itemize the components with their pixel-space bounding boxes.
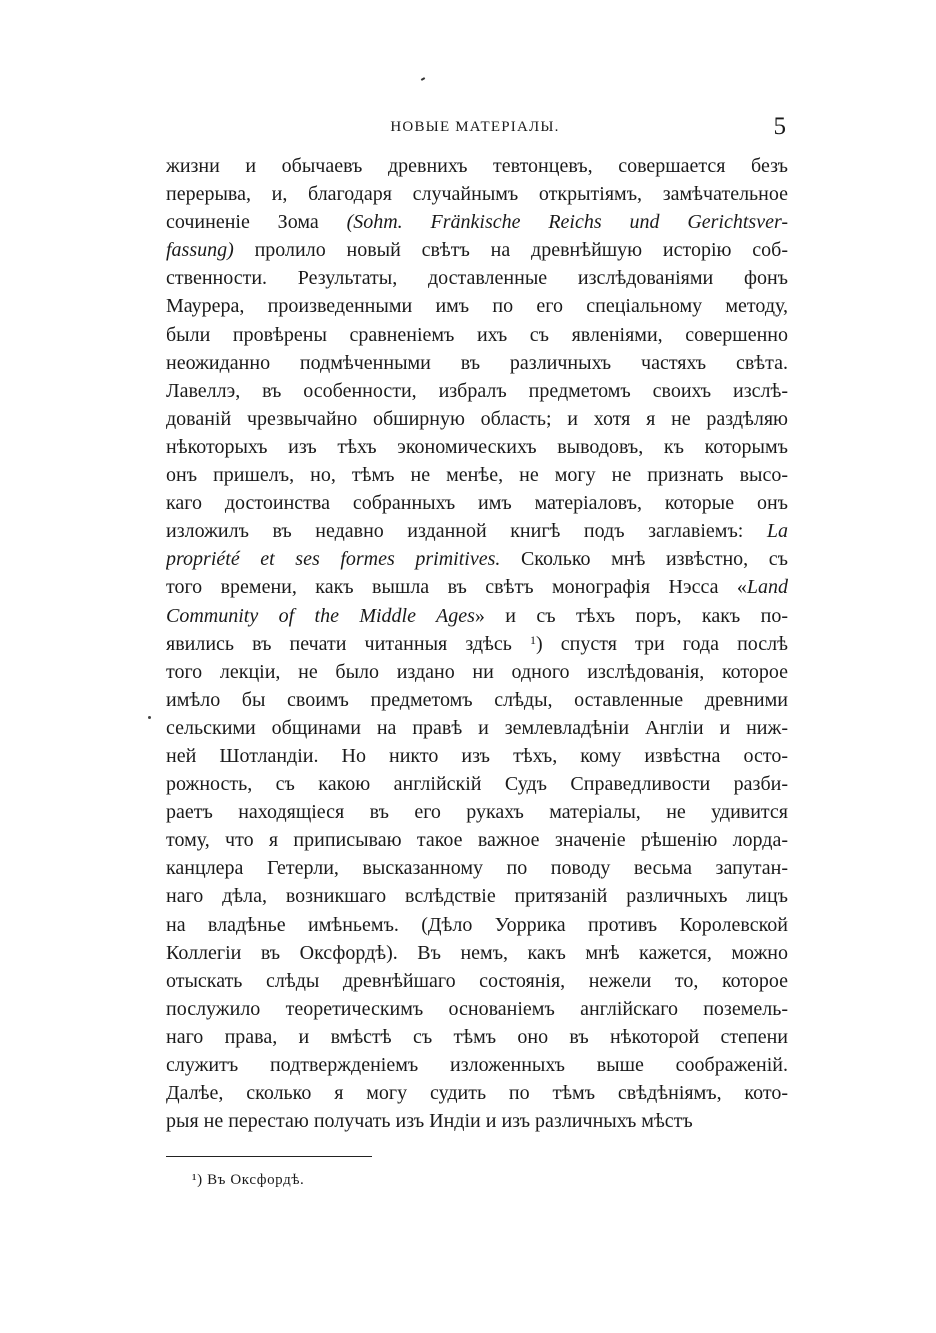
print-speck <box>421 77 425 81</box>
body-text <box>166 152 788 1135</box>
text-line <box>166 292 788 320</box>
running-head <box>160 115 790 141</box>
text-run: онъ пришелъ, но, тѣмъ не менѣе, не могу не признать высо- <box>166 464 788 487</box>
text-run: ней Шотландіи. Но никто изъ тѣхъ, кому извѣстна осто- <box>166 744 788 767</box>
text-line <box>166 1023 788 1051</box>
text-run: того времени, какъ вышла въ свѣтъ монографія Нэсса « <box>166 576 747 599</box>
text-line <box>166 798 788 826</box>
footnote <box>192 1172 304 1189</box>
text-line <box>166 208 788 236</box>
italic-run: fassung) <box>166 239 234 262</box>
text-line <box>166 602 788 630</box>
text-run: жизни и обычаевъ древнихъ тевтонцевъ, совершается безъ <box>166 155 788 177</box>
text-line <box>166 405 788 433</box>
text-line <box>166 911 788 939</box>
text-line <box>166 714 788 742</box>
text-line <box>166 1079 788 1107</box>
italic-run: (Sohm. Fränkische Reichs und Gerichtsver- <box>346 211 788 234</box>
text-line <box>166 1107 788 1135</box>
text-run: каго достоинства собранныхъ имъ матеріаловъ, которые онъ <box>166 492 788 515</box>
page-number: 5 <box>773 113 786 140</box>
text-line <box>166 742 788 770</box>
text-run: рыя не перестаю получать изъ Индіи и изъ различныхъ мѣстъ <box>166 1110 693 1133</box>
text-line <box>166 967 788 995</box>
italic-run: Land <box>746 576 788 599</box>
text-line <box>166 658 788 686</box>
text-line <box>166 236 788 264</box>
text-run: тому, что я приписываю такое важное значеніе рѣшенію лорда- <box>166 829 788 852</box>
text-run: рожность, съ какою англійскій Судъ Справедливости разби- <box>166 773 788 796</box>
italic-run: La <box>766 520 788 543</box>
text-line <box>166 995 788 1023</box>
text-line <box>166 1051 788 1079</box>
text-run: явились въ печати читанныя здѣсь <box>166 632 530 655</box>
text-line <box>166 349 788 377</box>
italic-run: Community of the Middle Ages <box>166 604 475 627</box>
text-line <box>166 152 788 180</box>
text-line <box>166 573 788 601</box>
text-run: того лекціи, не было издано ни одного изслѣдованія, которое <box>166 660 788 683</box>
text-run: изложилъ въ недавно изданной книгѣ подъ заглавіемъ: <box>166 520 767 543</box>
text-run: Далѣе, сколько я могу судить по тѣмъ свѣдѣніямъ, кото- <box>166 1082 788 1105</box>
text-line <box>166 630 788 658</box>
text-run: неожиданно подмѣченными въ различныхъ частяхъ свѣта. <box>166 351 788 374</box>
text-run: наго права, и вмѣстѣ съ тѣмъ оно въ нѣкоторой степени <box>166 1025 788 1048</box>
text-line <box>166 882 788 910</box>
text-run: перерыва, и, благодаря случайнымъ открытіямъ, замѣчательное <box>166 183 788 206</box>
running-title: НОВЫЕ МАТЕРІАЛЫ. <box>390 119 560 135</box>
text-line <box>166 489 788 517</box>
text-line <box>166 854 788 882</box>
text-run: имѣло бы своимъ предметомъ слѣды, оставленные древними <box>166 688 788 711</box>
print-speck <box>148 716 151 719</box>
text-run: сельскими общинами на правѣ и землевладѣніи Англіи и ниж- <box>166 716 788 739</box>
text-line <box>166 180 788 208</box>
text-run: Лавеллэ, въ особенности, избралъ предметомъ своихъ изслѣ- <box>166 379 788 402</box>
footnote-marker: ¹) <box>192 1172 203 1188</box>
text-line <box>166 770 788 798</box>
text-run: нѣкоторыхъ изъ тѣхъ экономическихъ выводовъ, къ которымъ <box>166 435 788 458</box>
footnote-ref: 1 <box>530 632 536 647</box>
italic-run: propriété et ses formes primitives. <box>166 548 501 571</box>
text-line <box>166 545 788 573</box>
text-line <box>166 321 788 349</box>
text-run: дованій чрезвычайно обширную область; и хотя я не раздѣляю <box>166 407 788 430</box>
text-line <box>166 826 788 854</box>
text-run: служитъ подтвержденіемъ изложенныхъ выше соображеній. <box>166 1054 788 1076</box>
text-run: ) спустя три года послѣ <box>536 632 788 655</box>
text-run: ственности. Результаты, доставленные изслѣдованіями фонъ <box>166 267 788 290</box>
text-line <box>166 686 788 714</box>
text-line <box>166 517 788 545</box>
text-run: наго дѣла, возникшаго вслѣдствіе притязаній различныхъ лицъ <box>166 885 788 908</box>
text-line <box>166 939 788 967</box>
text-run: пролило новый свѣтъ на древнѣйшую исторію соб- <box>233 239 788 262</box>
text-line <box>166 377 788 405</box>
footnote-rule <box>166 1156 372 1157</box>
footnote-text: Въ Оксфордѣ. <box>207 1172 305 1188</box>
text-run: Коллегіи въ Оксфордѣ). Въ немъ, какъ мнѣ кажется, можно <box>166 941 788 964</box>
text-run: были провѣрены сравненіемъ ихъ съ явленіями, совершенно <box>166 323 788 346</box>
text-line <box>166 461 788 489</box>
text-run: послужило теоретическимъ основаніемъ англійскаго поземель- <box>166 997 788 1020</box>
text-line <box>166 433 788 461</box>
text-run: сочиненіе Зома <box>166 211 347 234</box>
text-run: раетъ находящіеся въ его рукахъ матеріалы, не удивится <box>166 801 788 824</box>
text-run: Сколько мнѣ извѣстно, съ <box>500 548 788 571</box>
text-run: на владѣнье имѣньемъ. (Дѣло Уоррика противъ Королевской <box>166 913 788 936</box>
text-run: отыскать слѣды древнѣйшаго состоянія, нежели то, которое <box>166 969 788 992</box>
text-line <box>166 264 788 292</box>
text-run: » и съ тѣхъ поръ, какъ по- <box>474 604 788 627</box>
text-run: канцлера Гетерли, высказанному по поводу весьма запутан- <box>166 857 788 880</box>
text-run: Маурера, произведенными имъ по его спеціальному методу, <box>166 295 788 318</box>
